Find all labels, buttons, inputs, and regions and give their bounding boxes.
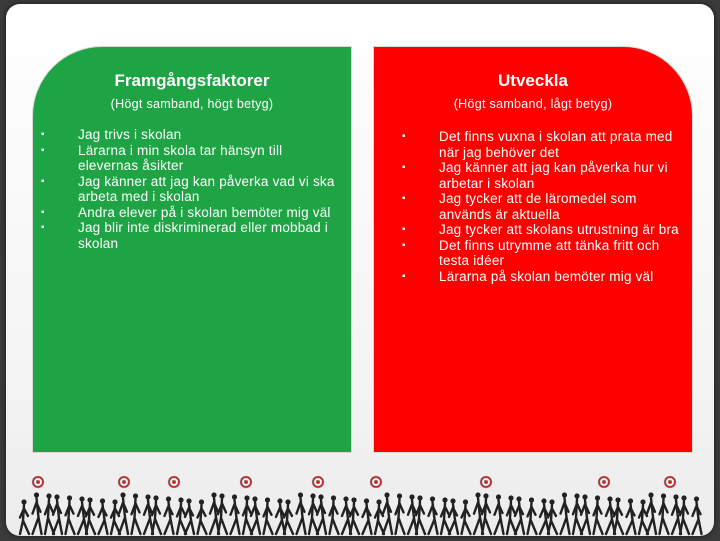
walking-person-icon bbox=[449, 498, 458, 534]
walking-person-icon bbox=[383, 492, 392, 534]
walking-person-icon bbox=[548, 499, 557, 534]
walking-person-icon bbox=[317, 494, 326, 534]
bullet-icon: ▪ bbox=[402, 224, 406, 235]
list-item: ▪ Jag tycker att de läromedel som används är aktuella bbox=[402, 191, 637, 222]
list-item: ▪ Lärarna i min skola tar hänsyn till elevernas åsikter bbox=[41, 142, 283, 173]
walking-person-icon bbox=[693, 496, 702, 534]
list-item: ▪ Det finns vuxna i skolan att prata med när jag behöver det bbox=[402, 129, 673, 160]
target-icon bbox=[32, 476, 44, 488]
bullet-icon: ▪ bbox=[402, 162, 406, 173]
walking-person-icon bbox=[429, 496, 438, 534]
walking-person-icon bbox=[462, 499, 471, 534]
walking-person-icon bbox=[99, 498, 108, 534]
walking-person-icon bbox=[594, 495, 603, 534]
target-icon bbox=[598, 476, 610, 488]
target-icon bbox=[312, 476, 324, 488]
walking-person-icon bbox=[482, 493, 491, 534]
walking-person-icon bbox=[495, 494, 504, 534]
walking-person-icon bbox=[185, 498, 194, 534]
walking-person-icon bbox=[33, 492, 42, 534]
walking-person-icon bbox=[297, 492, 306, 534]
walking-person-icon bbox=[20, 499, 29, 534]
bullet-icon: ▪ bbox=[41, 175, 45, 187]
bullet-icon: ▪ bbox=[402, 239, 406, 251]
crowd-graphic bbox=[16, 474, 716, 536]
walking-person-icon bbox=[350, 497, 359, 534]
walking-person-icon bbox=[561, 492, 570, 534]
list-item: ▪ Jag blir inte diskriminerad eller mobbad i skolan bbox=[41, 220, 329, 251]
develop-list bbox=[402, 129, 688, 284]
walking-person-icon bbox=[284, 499, 293, 534]
list-item: ▪ Jag tycker att skolans utrustning är bra bbox=[402, 222, 679, 237]
bullet-icon: ▪ bbox=[402, 270, 406, 282]
develop-title: Utveckla bbox=[498, 71, 568, 90]
bullet-icon: ▪ bbox=[402, 131, 406, 142]
target-icon bbox=[664, 476, 676, 488]
walking-person-icon bbox=[396, 493, 405, 534]
target-icon bbox=[370, 476, 382, 488]
walking-person-icon bbox=[86, 497, 95, 534]
list-item: ▪ Jag känner att jag kan påverka hur vi arbetar i skolan bbox=[402, 160, 668, 191]
bullet-icon: ▪ bbox=[41, 222, 45, 233]
success-factors-subtitle: (Högt samband, högt betyg) bbox=[110, 97, 274, 111]
walking-person-icon bbox=[627, 498, 636, 534]
walking-person-icon bbox=[251, 496, 260, 534]
walking-person-icon bbox=[111, 499, 120, 534]
bullet-icon: ▪ bbox=[41, 129, 45, 140]
target-icon bbox=[168, 476, 180, 488]
walking-person-icon bbox=[198, 499, 207, 534]
bullet-icon: ▪ bbox=[41, 144, 45, 156]
walking-person-icon bbox=[152, 495, 161, 534]
bullet-icon: ▪ bbox=[402, 193, 406, 204]
develop-panel bbox=[373, 46, 693, 453]
walking-person-icon bbox=[363, 498, 372, 534]
slide bbox=[6, 4, 714, 536]
walking-person-icon bbox=[680, 495, 689, 534]
walking-person-icon bbox=[416, 495, 425, 534]
walking-person-icon bbox=[165, 496, 174, 534]
walking-person-icon bbox=[660, 493, 669, 534]
walking-person-icon bbox=[647, 492, 656, 534]
list-item: ▪ Andra elever på i skolan bemöter mig väl bbox=[41, 204, 331, 220]
walking-person-icon bbox=[330, 495, 339, 534]
walking-person-icon bbox=[53, 494, 62, 534]
walking-person-icon bbox=[515, 496, 524, 534]
walking-person-icon bbox=[614, 497, 623, 534]
walking-person-icon bbox=[119, 492, 128, 534]
walking-person-icon bbox=[218, 493, 227, 534]
walking-person-icon bbox=[581, 494, 590, 534]
list-item: ▪ Jag trivs i skolan bbox=[41, 127, 182, 142]
success-factors-panel bbox=[32, 46, 352, 453]
develop-subtitle: (Högt samband, lågt betyg) bbox=[453, 97, 613, 111]
list-item: ▪ Jag känner att jag kan påverka vad vi ska arbeta med i skolan bbox=[41, 173, 335, 204]
success-factors-title: Framgångsfaktorer bbox=[114, 71, 270, 90]
target-icon bbox=[118, 476, 130, 488]
people-walking-to-targets-icon bbox=[16, 474, 716, 536]
walking-person-icon bbox=[264, 497, 273, 534]
bullet-icon: ▪ bbox=[41, 206, 45, 218]
walking-person-icon bbox=[66, 495, 75, 534]
walking-person-icon bbox=[132, 493, 141, 534]
walking-person-icon bbox=[528, 497, 537, 534]
list-item: ▪ Lärarna på skolan bemöter mig väl bbox=[402, 268, 654, 284]
success-factors-list bbox=[41, 127, 341, 251]
walking-person-icon bbox=[231, 494, 240, 534]
target-icon bbox=[480, 476, 492, 488]
list-item: ▪ Det finns utrymme att tänka fritt och testa idéer bbox=[402, 237, 660, 268]
walking-person-icon bbox=[639, 499, 648, 534]
walking-person-icon bbox=[375, 499, 384, 534]
target-icon bbox=[240, 476, 252, 488]
